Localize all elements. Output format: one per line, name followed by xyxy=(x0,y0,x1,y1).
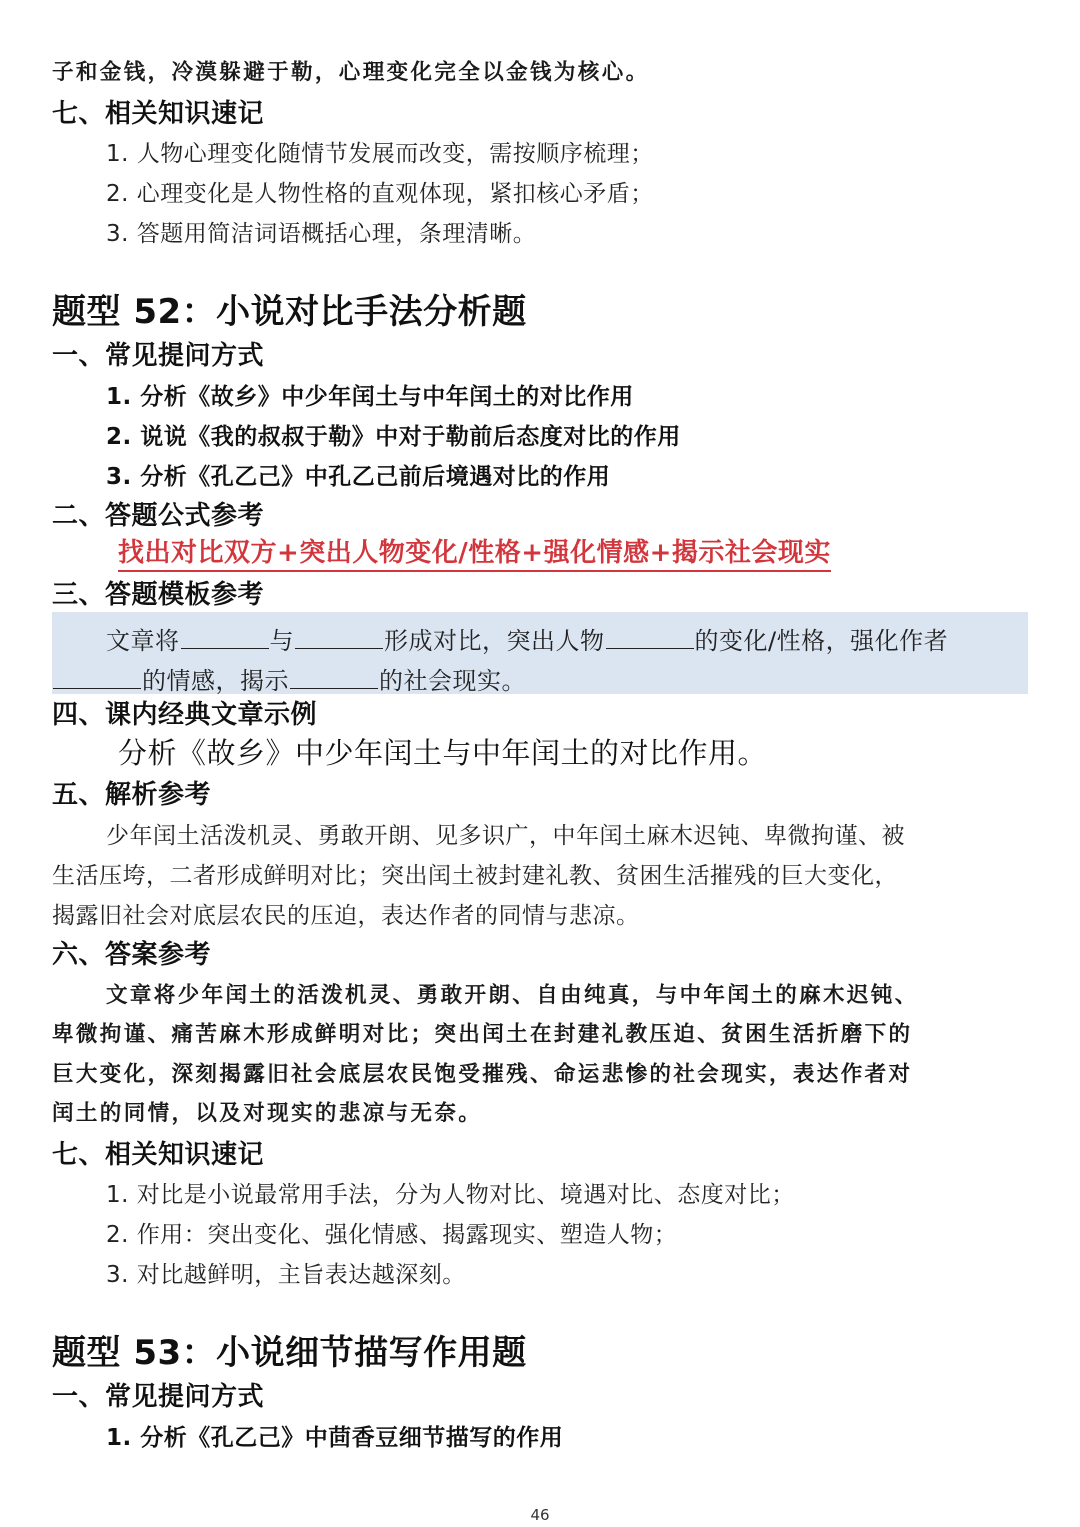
answer-line: 巨大变化，深刻揭露旧社会底层农民饱受摧残、命运悲惨的社会现实，表达作者对 xyxy=(52,1062,913,1087)
section-heading-questions: 一、常见提问方式 xyxy=(52,1382,265,1412)
answer-formula: 找出对比双方+突出人物变化/性格+强化情感+揭示社会现实 xyxy=(118,540,831,572)
template-line-2 xyxy=(52,664,526,693)
section-heading-knowledge: 七、相关知识速记 xyxy=(52,99,265,129)
fill-blank xyxy=(295,624,383,649)
question-item: 2. 说说《我的叔叔于勒》中对于勒前后态度对比的作用 xyxy=(106,424,681,450)
template-text: 的社会现实。 xyxy=(379,667,526,695)
answer-line: 卑微拘谨、痛苦麻木形成鲜明对比；突出闰土在封建礼教压迫、贫困生活折磨下的 xyxy=(52,1022,913,1047)
fill-blank xyxy=(181,624,269,649)
fill-blank xyxy=(53,664,141,689)
question-item: 3. 分析《孔乙己》中孔乙己前后境遇对比的作用 xyxy=(106,464,611,490)
knowledge-item: 3. 答题用简洁词语概括心理，条理清晰。 xyxy=(106,221,537,247)
template-text: 文章将 xyxy=(106,627,180,655)
analysis-line: 揭露旧社会对底层农民的压迫，表达作者的同情与悲凉。 xyxy=(52,903,640,929)
knowledge-item: 2. 作用：突出变化、强化情感、揭露现实、塑造人物； xyxy=(106,1222,678,1248)
analysis-line: 生活压垮，二者形成鲜明对比；突出闰土被封建礼教、贫困生活摧残的巨大变化， xyxy=(52,863,898,889)
answer-line: 文章将少年闰土的活泼机灵、勇敢开朗、自由纯真，与中年闰土的麻木迟钝、 xyxy=(106,983,919,1008)
fill-blank xyxy=(606,624,694,649)
section-heading-formula: 二、答题公式参考 xyxy=(52,501,265,531)
page-number: 46 xyxy=(530,1506,550,1524)
template-text: 的变化/性格，强化作者 xyxy=(694,627,949,655)
question-item: 1. 分析《孔乙己》中茴香豆细节描写的作用 xyxy=(106,1425,564,1451)
fill-blank xyxy=(290,664,378,689)
section-heading-analysis: 五、解析参考 xyxy=(52,780,212,810)
section-heading-template: 三、答题模板参考 xyxy=(52,580,265,610)
template-line-1 xyxy=(106,624,948,653)
knowledge-item: 1. 人物心理变化随情节发展而改变，需按顺序梳理； xyxy=(106,141,654,167)
template-text: 形成对比，突出人物 xyxy=(384,627,605,655)
question-type-title: 题型 52：小说对比手法分析题 xyxy=(52,292,527,332)
knowledge-item: 1. 对比是小说最常用手法，分为人物对比、境遇对比、态度对比； xyxy=(106,1182,795,1208)
answer-line: 闰土的同情，以及对现实的悲凉与无奈。 xyxy=(52,1101,483,1126)
question-type-title: 题型 53：小说细节描写作用题 xyxy=(52,1333,527,1373)
classic-example: 分析《故乡》中少年闰土与中年闰土的对比作用。 xyxy=(118,736,768,770)
knowledge-item: 2. 心理变化是人物性格的直观体现，紧扣核心矛盾； xyxy=(106,181,654,207)
section-heading-questions: 一、常见提问方式 xyxy=(52,341,265,371)
question-item: 1. 分析《故乡》中少年闰土与中年闰土的对比作用 xyxy=(106,384,634,410)
template-text: 的情感，揭示 xyxy=(142,667,289,695)
section-heading-knowledge: 七、相关知识速记 xyxy=(52,1140,265,1170)
knowledge-item: 3. 对比越鲜明，主旨表达越深刻。 xyxy=(106,1262,466,1288)
analysis-line: 少年闰土活泼机灵、勇敢开朗、见多识广，中年闰土麻木迟钝、卑微拘谨、被 xyxy=(106,823,905,849)
answer-continuation-line: 子和金钱，冷漠躲避于勒，心理变化完全以金钱为核心。 xyxy=(52,60,650,85)
section-heading-example: 四、课内经典文章示例 xyxy=(52,700,318,730)
section-heading-answer: 六、答案参考 xyxy=(52,940,212,970)
template-text: 与 xyxy=(269,627,294,655)
